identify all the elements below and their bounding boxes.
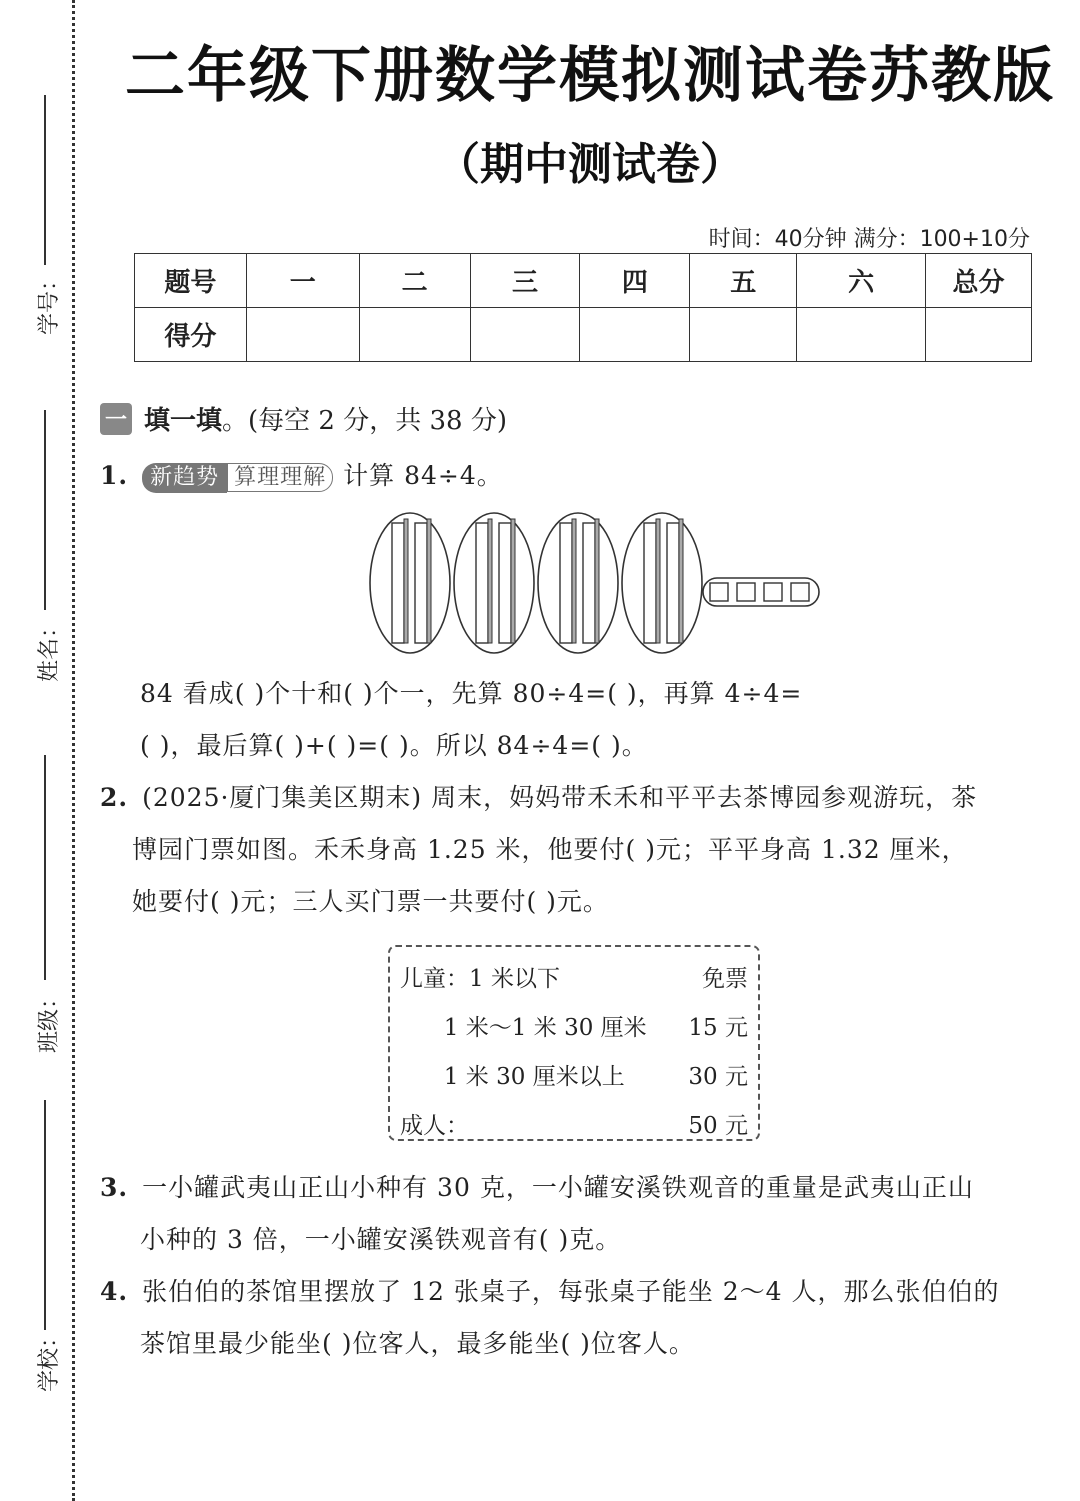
score-header-cell: 五 (690, 254, 797, 308)
score-table (134, 253, 1032, 362)
tens-group (454, 513, 534, 653)
score-header-cell: 六 (797, 254, 926, 308)
ticket-price: 15 元 (688, 1015, 748, 1041)
ones-group (703, 578, 819, 606)
score-header-cell: 题号 (135, 254, 247, 308)
ticket-category: 成人： (400, 1113, 469, 1139)
question-4-line: 张伯伯的茶馆里摆放了 12 张桌子，每张桌子能坐 2～4 人，那么张伯伯的 (142, 1277, 1000, 1306)
score-input-cell[interactable] (690, 308, 797, 362)
ticket-row (400, 1004, 748, 1053)
class-label: 班级： (37, 986, 62, 1053)
ticket-category: 1 米～1 米 30 厘米 (400, 1015, 647, 1041)
ticket-category: 1 米 30 厘米以上 (400, 1064, 625, 1090)
question-2 (100, 772, 1050, 928)
student-id-field[interactable] (18, 95, 68, 345)
class-line (44, 755, 46, 980)
section-heading (100, 400, 507, 437)
score-input-cell[interactable] (926, 308, 1032, 362)
question-3-line: 一小罐武夷山正山小种有 30 克，一小罐安溪铁观音的重量是武夷山正山 (142, 1173, 974, 1202)
ticket-row (400, 1053, 748, 1102)
question-number: 4. (100, 1277, 129, 1306)
ticket-row (400, 955, 748, 1004)
section-badge: 一 (100, 403, 132, 435)
score-header-cell: 二 (359, 254, 470, 308)
score-input-cell[interactable] (580, 308, 690, 362)
question-number: 2. (100, 783, 129, 812)
question-4 (100, 1266, 1050, 1370)
student-id-line (44, 95, 46, 265)
question-1 (100, 450, 1050, 502)
score-row-label: 得分 (135, 308, 247, 362)
score-input-cell[interactable] (797, 308, 926, 362)
ticket-row (400, 1102, 748, 1151)
school-label: 学校： (37, 1325, 62, 1392)
question-1-blanks (100, 668, 1050, 772)
question-prompt: 计算 84÷4。 (343, 461, 503, 490)
ticket-category: 儿童：1 米以下 (400, 966, 560, 992)
student-name-line (44, 410, 46, 610)
question-1-line: 84 看成( )个十和( )个一，先算 80÷4=( )，再算 4÷4= (140, 679, 803, 708)
question-number: 3. (100, 1173, 129, 1202)
student-id-label: 学号： (37, 268, 62, 335)
ticket-price: 50 元 (688, 1113, 748, 1139)
question-4-line: 茶馆里最少能坐( )位客人，最多能坐( )位客人。 (140, 1329, 695, 1358)
new-trend-tag: 新趋势 (142, 463, 227, 493)
page-title: 二年级下册数学模拟测试卷苏教版 (125, 41, 1055, 111)
score-header-cell: 四 (580, 254, 690, 308)
section-note: 。(每空 2 分，共 38 分) (222, 406, 507, 436)
place-value-blocks-figure (360, 508, 830, 658)
ticket-price-box (388, 945, 760, 1141)
score-header-cell: 总分 (926, 254, 1032, 308)
ticket-price: 免票 (702, 966, 748, 992)
school-field[interactable] (18, 1100, 68, 1400)
question-2-line: 博园门票如图。禾禾身高 1.25 米，他要付( )元；平平身高 1.32 厘米， (132, 835, 968, 864)
tens-group (538, 513, 618, 653)
page-subtitle: （期中测试卷） (436, 139, 744, 190)
question-2-line: 她要付( )元；三人买门票一共要付( )元。 (132, 887, 609, 916)
tens-group (370, 513, 450, 653)
school-line (44, 1100, 46, 1330)
score-header-cell: 一 (246, 254, 359, 308)
score-header-cell: 三 (470, 254, 580, 308)
tens-group (622, 513, 702, 653)
time-score-info: 时间：40分钟 满分：100+10分 (708, 227, 1030, 252)
student-name-label: 姓名： (37, 615, 62, 682)
binding-dotted-line (72, 0, 75, 1501)
question-3 (100, 1162, 1050, 1266)
student-name-field[interactable] (18, 410, 68, 690)
section-title: 填一填 (144, 406, 223, 436)
question-2-line: (2025·厦门集美区期末) 周末，妈妈带禾禾和平平去茶博园参观游玩，茶 (142, 783, 978, 812)
class-field[interactable] (18, 755, 68, 1055)
concept-tag: 算理理解 (227, 463, 333, 492)
question-number: 1. (100, 461, 129, 490)
question-3-line: 小种的 3 倍，一小罐安溪铁观音有( )克。 (140, 1225, 622, 1254)
score-input-cell[interactable] (359, 308, 470, 362)
score-table-score-row (135, 308, 1032, 362)
question-1-line: ( )，最后算( )+( )=( )。所以 84÷4=( )。 (140, 731, 648, 760)
score-input-cell[interactable] (246, 308, 359, 362)
score-input-cell[interactable] (470, 308, 580, 362)
score-table-header-row (135, 254, 1032, 308)
ticket-price: 30 元 (688, 1064, 748, 1090)
